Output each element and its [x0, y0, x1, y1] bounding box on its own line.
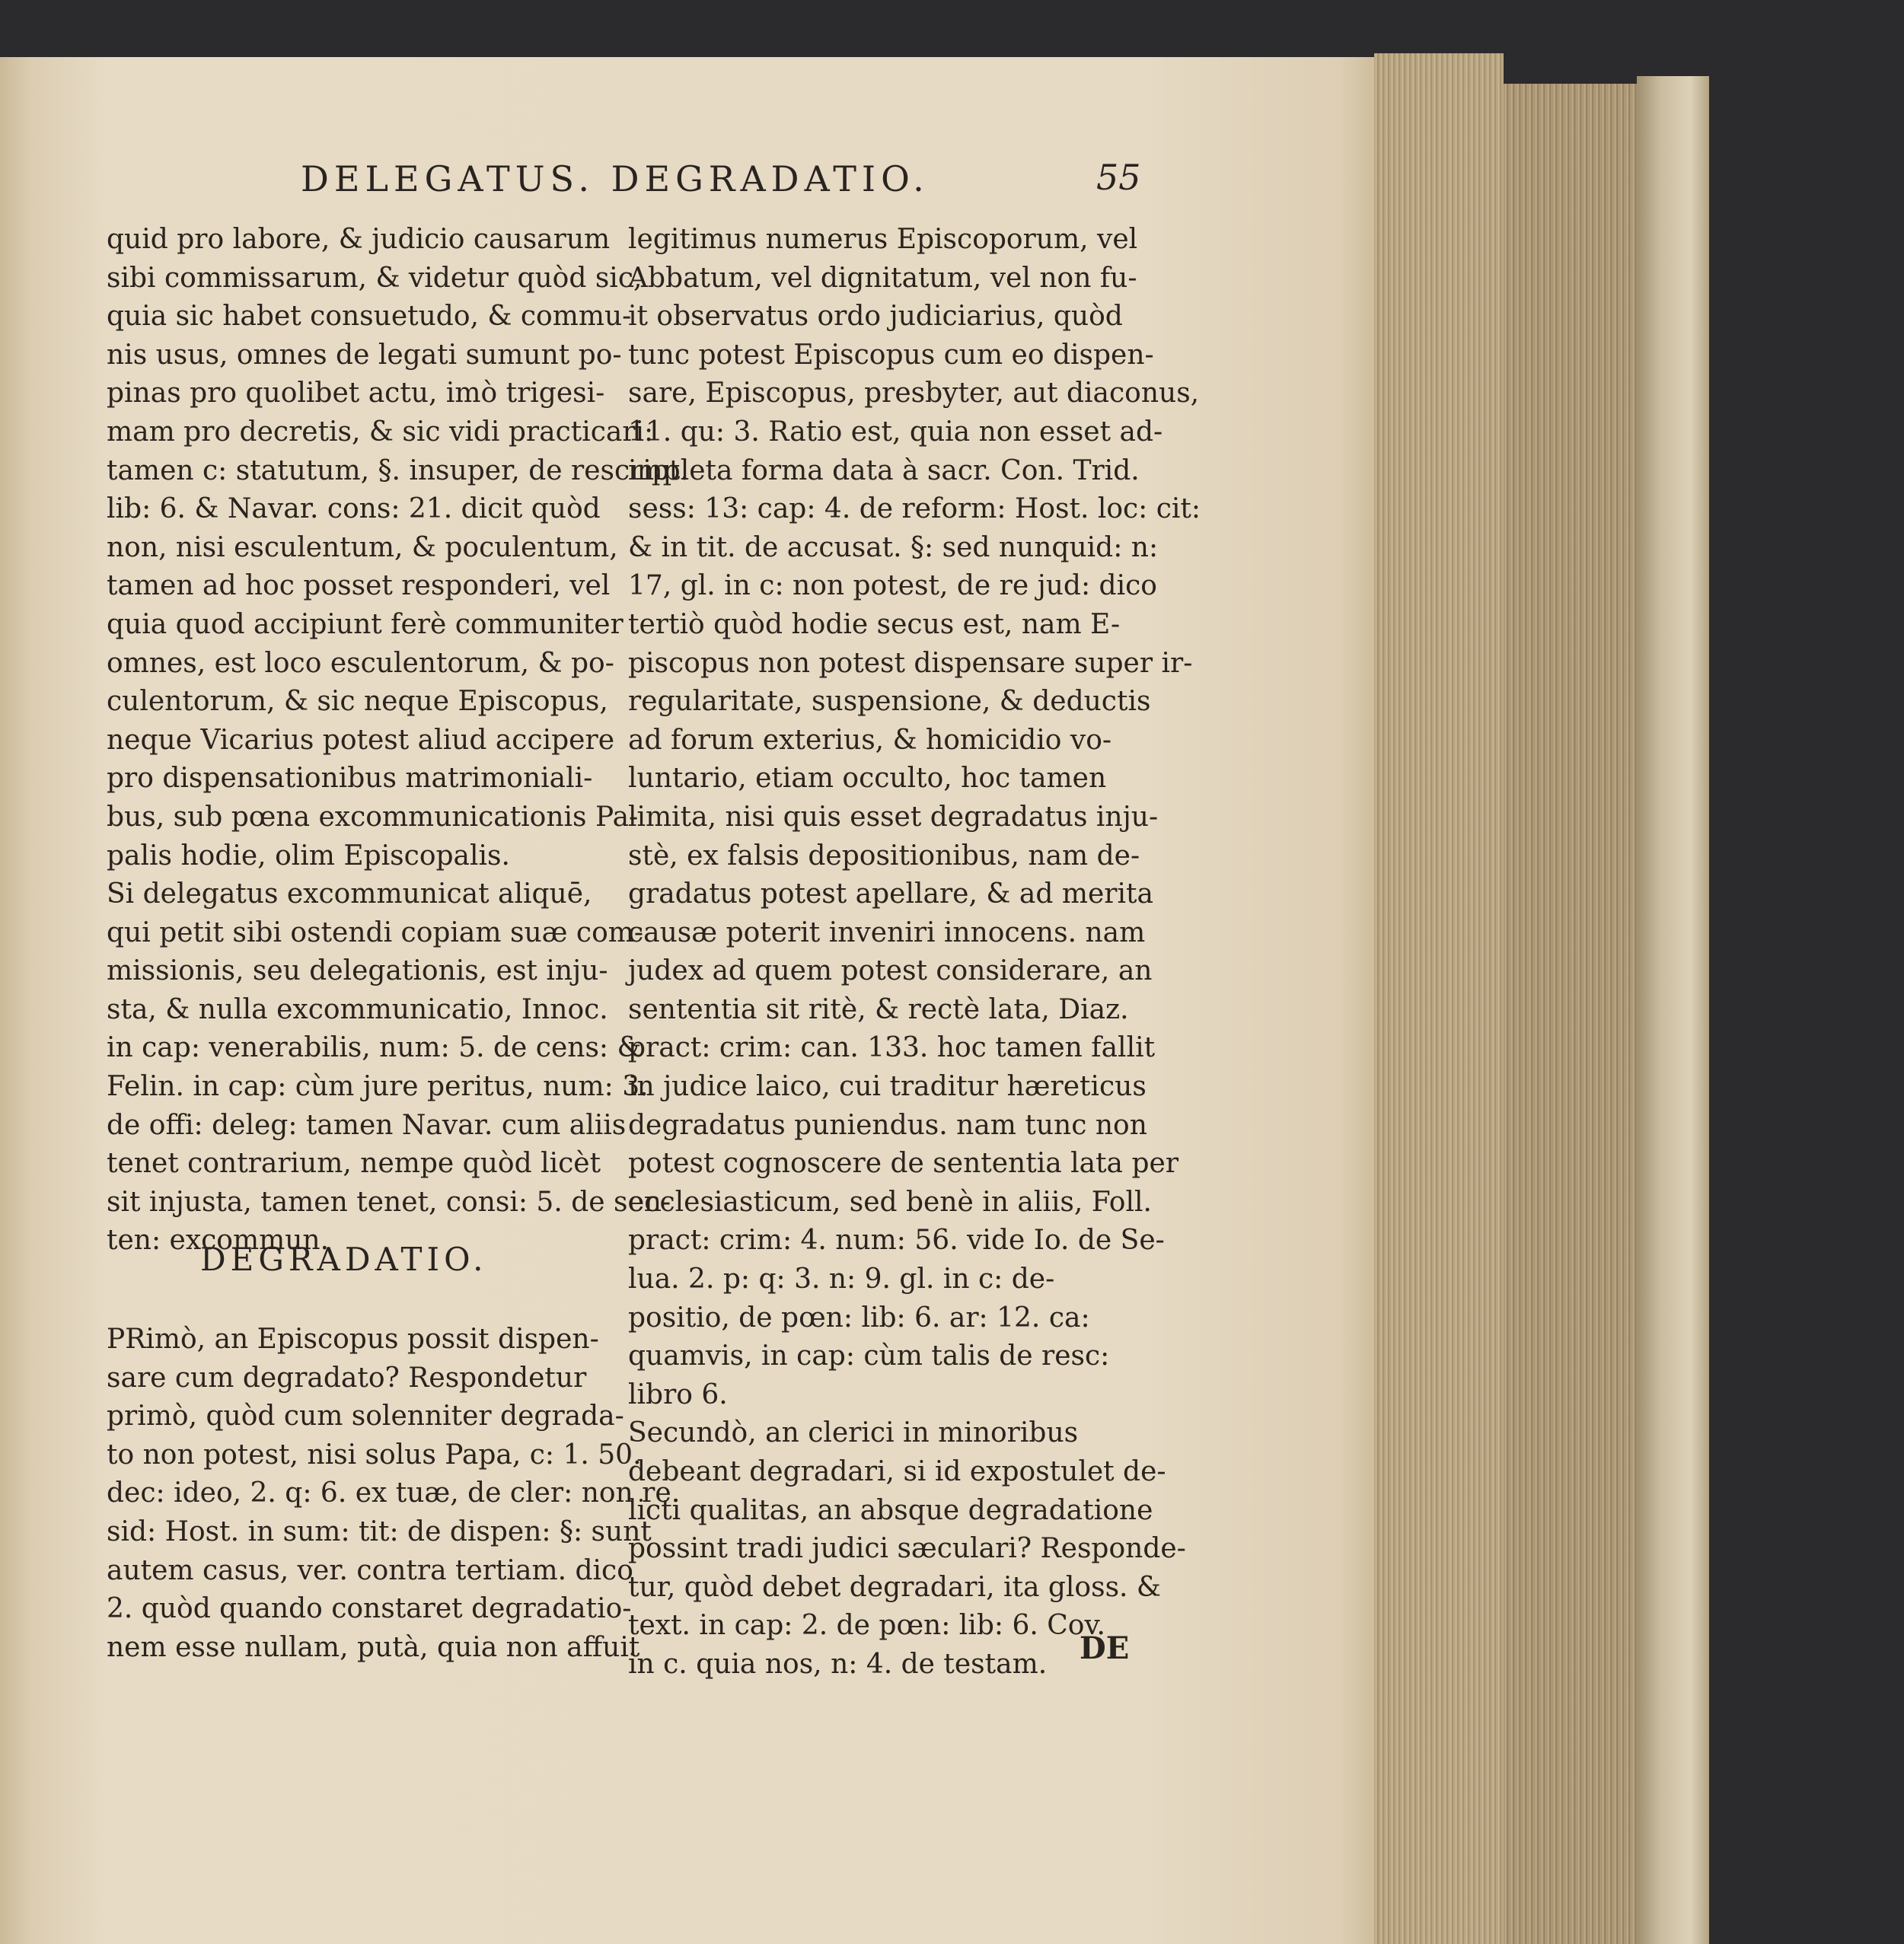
text-line: potest cognoscere de sententia lata per — [628, 1148, 1179, 1180]
section-heading: DEGRADATIO. — [200, 1241, 488, 1278]
text-line: in judice laico, cui traditur hæreticus — [628, 1071, 1147, 1103]
text-line: palis hodie, olim Episcopalis. — [107, 840, 510, 872]
text-line: judex ad quem potest considerare, an — [628, 955, 1153, 987]
text-line: Si delegatus excommunicat aliquē, — [107, 878, 592, 910]
page-block-edges-back — [1504, 84, 1641, 1944]
text-line: PRimò, an Episcopus possit dispen- — [107, 1324, 599, 1355]
text-line: pinas pro quolibet actu, imò trigesi- — [107, 378, 605, 410]
text-line: luntario, etiam occulto, hoc tamen — [628, 763, 1107, 795]
text-line: de offi: deleg: tamen Navar. cum aliis — [107, 1109, 627, 1141]
text-line: licti qualitas, an absque degradatione — [628, 1494, 1153, 1526]
text-line: neque Vicarius potest aliud accipere — [107, 724, 615, 756]
text-line: missionis, seu delegationis, est inju- — [107, 955, 608, 987]
text-line: degradatus puniendus. nam tunc non — [628, 1109, 1147, 1141]
text-line: quid pro labore, & judicio causarum — [107, 224, 611, 255]
book-cover-board — [1637, 76, 1709, 1944]
text-line: Secundò, an clerici in minoribus — [628, 1417, 1079, 1449]
text-line: 2. quòd quando constaret degradatio- — [107, 1593, 632, 1625]
text-line: sid: Host. in sum: tit: de dispen: §: sunt — [107, 1515, 652, 1547]
text-line: text. in cap: 2. de pœn: lib: 6. Cov. — [628, 1610, 1105, 1642]
text-line: lua. 2. p: q: 3. n: 9. gl. in c: de- — [628, 1264, 1055, 1295]
text-line: ten: excommun. — [107, 1225, 330, 1257]
running-head: DELEGATUS. DEGRADATIO. — [301, 158, 930, 199]
text-line: regularitate, suspensione, & deductis — [628, 686, 1151, 718]
page-number: 55 — [1096, 157, 1141, 198]
text-line: qui petit sibi ostendi copiam suæ com- — [107, 916, 644, 948]
text-line: possint tradi judici sæculari? Responde- — [628, 1533, 1186, 1565]
text-line: tur, quòd debet degradari, ita gloss. & — [628, 1571, 1161, 1603]
text-line: 17, gl. in c: non potest, de re jud: dico — [628, 570, 1157, 602]
text-line: tamen c: statutum, §. insuper, de rescript. — [107, 454, 689, 486]
text-line: quamvis, in cap: cùm talis de resc: — [628, 1340, 1110, 1372]
text-line: in c. quia nos, n: 4. de testam. — [628, 1648, 1048, 1680]
text-line: quia sic habet consuetudo, & commu- — [107, 301, 632, 333]
text-line: autem casus, ver. contra tertiam. dico — [107, 1554, 633, 1586]
text-line: dec: ideo, 2. q: 6. ex tuæ, de cler: non re. — [107, 1477, 681, 1509]
text-line: lib: 6. & Navar. cons: 21. dicit quòd — [107, 493, 601, 525]
text-line: debeant degradari, si id expostulet de- — [628, 1456, 1166, 1487]
page-block-edges — [1374, 53, 1504, 1944]
text-line: in cap: venerabilis, num: 5. de cens: & — [107, 1032, 642, 1064]
text-line: primò, quòd cum solenniter degrada- — [107, 1401, 624, 1433]
text-line: tenet contrarium, nempe quòd licèt — [107, 1148, 601, 1180]
text-line: to non potest, nisi solus Papa, c: 1. 50. — [107, 1439, 642, 1471]
text-line: Felin. in cap: cùm jure peritus, num: 3. — [107, 1071, 649, 1103]
text-line: pract: crim: can. 133. hoc tamen fallit — [628, 1032, 1156, 1064]
text-line: stè, ex falsis depositionibus, nam de- — [628, 840, 1140, 872]
text-line: tamen ad hoc posset responderi, vel — [107, 570, 611, 602]
text-line: Abbatum, vel dignitatum, vel non fu- — [628, 262, 1137, 294]
left-column — [107, 221, 689, 1260]
text-line: sare cum degradato? Respondetur — [107, 1362, 587, 1394]
catchword: DE — [1080, 1630, 1130, 1666]
left-column-top-text — [107, 221, 689, 1260]
text-line: libro 6. — [628, 1378, 728, 1410]
text-line: legitimus numerus Episcoporum, vel — [628, 224, 1138, 255]
text-line: pract: crim: 4. num: 56. vide Io. de Se- — [628, 1225, 1165, 1257]
right-column — [628, 221, 1201, 1684]
text-line: 11. qu: 3. Ratio est, quia non esset ad- — [628, 416, 1163, 448]
text-line: gradatus potest apellare, & ad merita — [628, 878, 1153, 910]
text-line: positio, de pœn: lib: 6. ar: 12. ca: — [628, 1302, 1090, 1334]
text-line: nis usus, omnes de legati sumunt po- — [107, 339, 622, 371]
text-line: piscopus non potest dispensare super ir- — [628, 647, 1193, 679]
right-column-text — [628, 221, 1201, 1684]
text-line: sess: 13: cap: 4. de reform: Host. loc: cit: — [628, 493, 1201, 525]
text-line: ad forum exterius, & homicidio vo- — [628, 724, 1112, 756]
text-line: omnes, est loco esculentorum, & po- — [107, 647, 614, 679]
text-line: sibi commissarum, & videtur quòd sic, — [107, 262, 643, 294]
text-line: sententia sit ritè, & rectè lata, Diaz. — [628, 993, 1129, 1025]
text-line: tunc potest Episcopus cum eo dispen- — [628, 339, 1154, 371]
text-line: sit injusta, tamen tenet, consi: 5. de sen- — [107, 1186, 671, 1218]
text-line: tertiò quòd hodie secus est, nam E- — [628, 608, 1121, 640]
text-line: sta, & nulla excommunicatio, Innoc. — [107, 993, 608, 1025]
text-line: limita, nisi quis esset degradatus inju- — [628, 801, 1159, 833]
text-line: quia quod accipiunt ferè communiter — [107, 608, 624, 640]
text-line: ecclesiasticum, sed benè in aliis, Foll. — [628, 1186, 1152, 1218]
text-line: sare, Episcopus, presbyter, aut diaconus, — [628, 378, 1200, 410]
text-line: nem esse nullam, putà, quia non affuit — [107, 1631, 640, 1663]
text-line: it observatus ordo judiciarius, quòd — [628, 301, 1123, 333]
text-line: pro dispensationibus matrimoniali- — [107, 763, 593, 795]
text-line: bus, sub pœna excommunicationis Pa- — [107, 801, 639, 833]
text-line: culentorum, & sic neque Episcopus, — [107, 686, 608, 718]
text-line: causæ poterit inveniri innocens. nam — [628, 916, 1146, 948]
text-line: non, nisi esculentum, & poculentum, — [107, 531, 618, 563]
text-line: impleta forma data à sacr. Con. Trid. — [628, 454, 1140, 486]
text-line: mam pro decretis, & sic vidi practicari: — [107, 416, 654, 448]
text-line: & in tit. de accusat. §: sed nunquid: n: — [628, 531, 1159, 563]
